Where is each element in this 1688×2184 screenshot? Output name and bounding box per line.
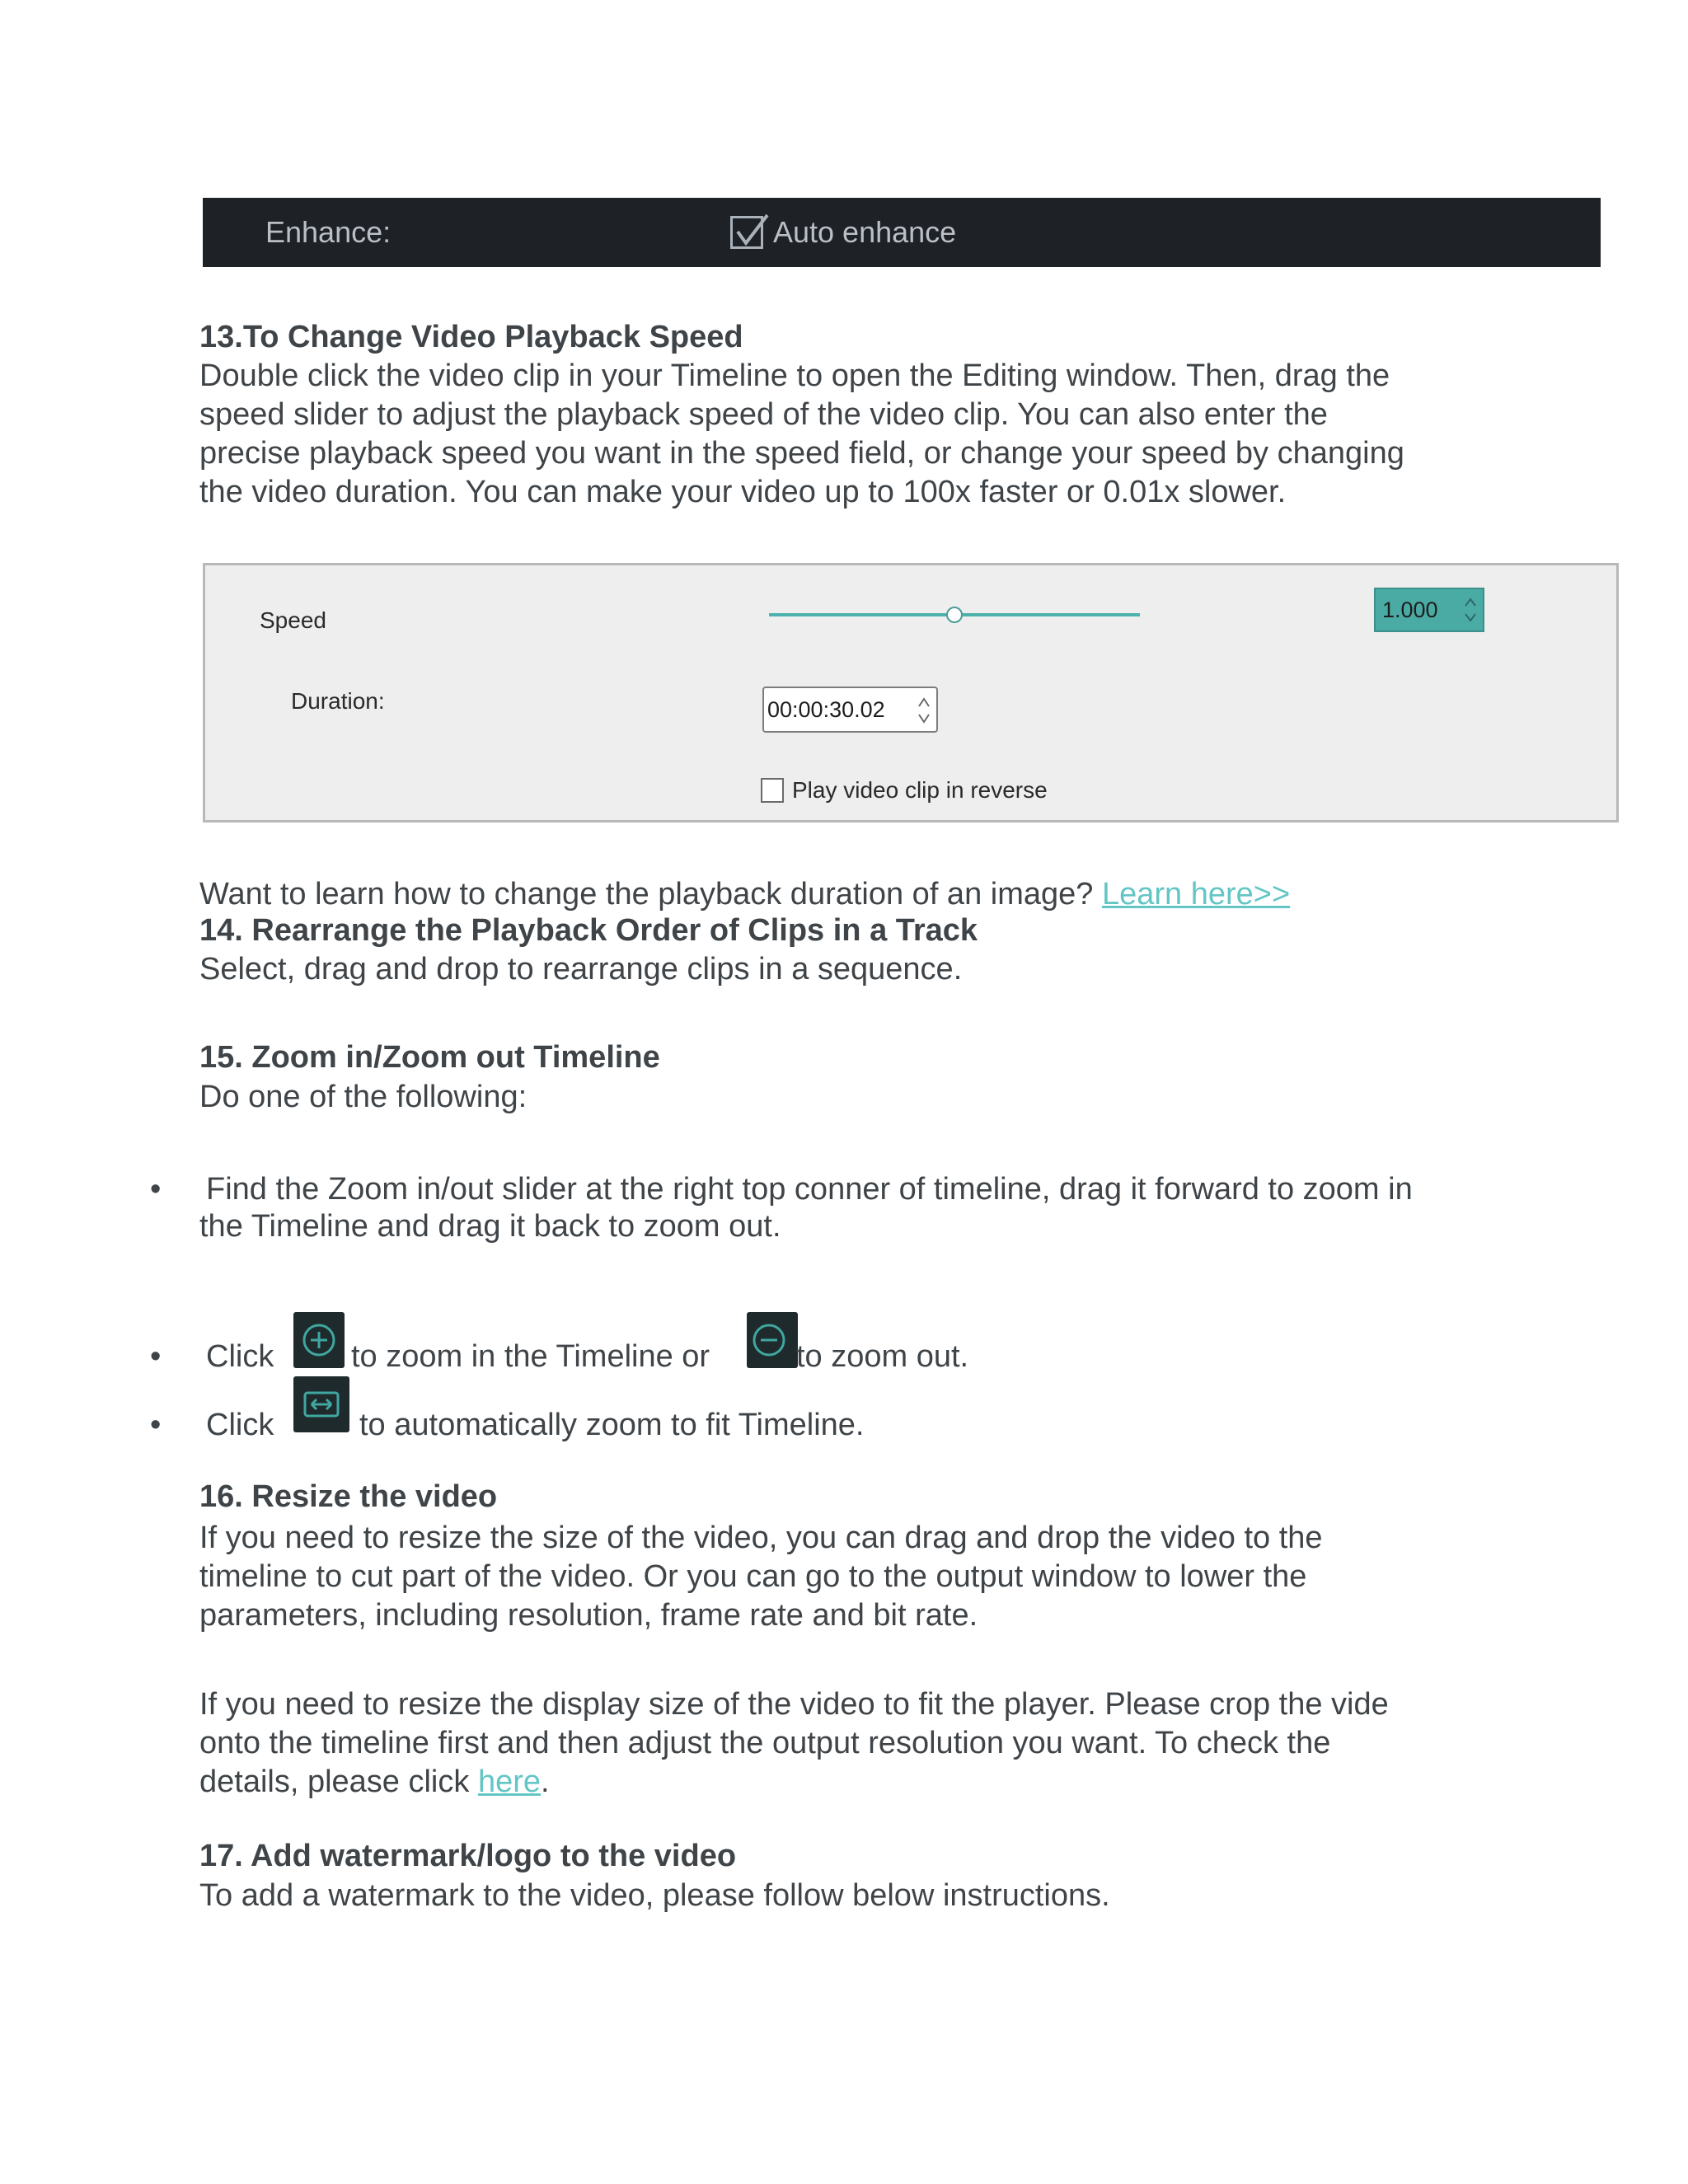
- speed-panel: [203, 563, 1619, 823]
- section-13-line-4: the video duration. You can make your video up to 100x faster or 0.01x slower.: [199, 475, 1287, 509]
- bullet-2-mid: to zoom in the Timeline or: [351, 1339, 710, 1374]
- duration-field[interactable]: [762, 687, 938, 733]
- learn-here-link[interactable]: Learn here>>: [1101, 877, 1291, 912]
- section-16-heading: 16. Resize the video: [199, 1479, 498, 1514]
- zoom-in-icon[interactable]: [293, 1312, 345, 1368]
- section-13-heading: 13.To Change Video Playback Speed: [199, 320, 743, 354]
- reverse-checkbox[interactable]: [761, 778, 784, 803]
- bullet-dot: •: [150, 1339, 162, 1374]
- bullet-3-click: Click: [206, 1408, 274, 1442]
- section-17-line: To add a watermark to the video, please follow below instructions.: [199, 1878, 1110, 1913]
- speed-field[interactable]: [1374, 588, 1484, 632]
- auto-enhance-checkbox[interactable]: [730, 209, 956, 255]
- section-15-intro: Do one of the following:: [199, 1080, 528, 1114]
- zoom-out-icon[interactable]: [747, 1312, 798, 1368]
- bullet-dot: •: [150, 1408, 162, 1442]
- section-15-heading: 15. Zoom in/Zoom out Timeline: [199, 1040, 660, 1075]
- section-16-para1-line-3: parameters, including resolution, frame rate and bit rate.: [199, 1598, 978, 1633]
- bullet-2-end: to zoom out.: [796, 1339, 969, 1374]
- bullet-1-line-2: the Timeline and drag it back to zoom out.: [199, 1209, 781, 1244]
- section-13-line-2: speed slider to adjust the playback speed of the video clip. You can also enter the: [199, 397, 1328, 432]
- section-16-para2-line-3: [199, 1763, 550, 1802]
- section-14-line: Select, drag and drop to rearrange clips in a sequence.: [199, 952, 963, 987]
- duration-label: Duration:: [291, 688, 385, 714]
- bullet-1-line-1: Find the Zoom in/out slider at the right top conner of timeline, drag it forward to zoom in: [206, 1172, 1413, 1207]
- section-13-line-1: Double click the video clip in your Timeline to open the Editing window. Then, drag the: [199, 359, 1390, 393]
- bullet-dot: •: [150, 1172, 162, 1207]
- section-17-heading: 17. Add watermark/logo to the video: [199, 1839, 737, 1873]
- section-16-para1-line-1: If you need to resize the size of the video, you can drag and drop the video to the: [199, 1521, 1323, 1555]
- learn-line: [199, 875, 1290, 914]
- duration-value: 00:00:30.02: [767, 697, 885, 722]
- section-16-para2-line-1: If you need to resize the display size of the video to fit the player. Please crop the vide: [199, 1687, 1389, 1722]
- speed-slider-handle[interactable]: [946, 607, 963, 623]
- reverse-label: Play video clip in reverse: [792, 777, 1048, 803]
- section-16-para2-line-2: onto the timeline first and then adjust the output resolution you want. To check the: [199, 1726, 1331, 1760]
- section-16-para1-line-2: timeline to cut part of the video. Or you can go to the output window to lower the: [199, 1559, 1307, 1594]
- learn-text: Want to learn how to change the playback duration of an image?: [199, 877, 1102, 912]
- speed-value: 1.000: [1382, 598, 1438, 622]
- enhance-bar: [203, 198, 1601, 267]
- auto-enhance-label: Auto enhance: [773, 215, 957, 249]
- checkbox-checked-icon: [730, 216, 763, 249]
- section-14-heading: 14. Rearrange the Playback Order of Clips in a Track: [199, 913, 978, 948]
- section-13-line-3: precise playback speed you want in the speed field, or change your speed by changing: [199, 436, 1404, 471]
- bullet-2-click: Click: [206, 1339, 274, 1374]
- spinner-arrows-icon[interactable]: [917, 693, 931, 728]
- zoom-fit-icon[interactable]: [293, 1376, 349, 1432]
- details-text: details, please click: [199, 1765, 478, 1799]
- enhance-label: Enhance:: [265, 215, 392, 249]
- bullet-3-end: to automatically zoom to fit Timeline.: [359, 1408, 865, 1442]
- spinner-arrows-icon[interactable]: [1463, 594, 1478, 626]
- speed-label: Speed: [260, 607, 326, 633]
- period: .: [541, 1765, 550, 1799]
- here-link[interactable]: here: [477, 1765, 541, 1799]
